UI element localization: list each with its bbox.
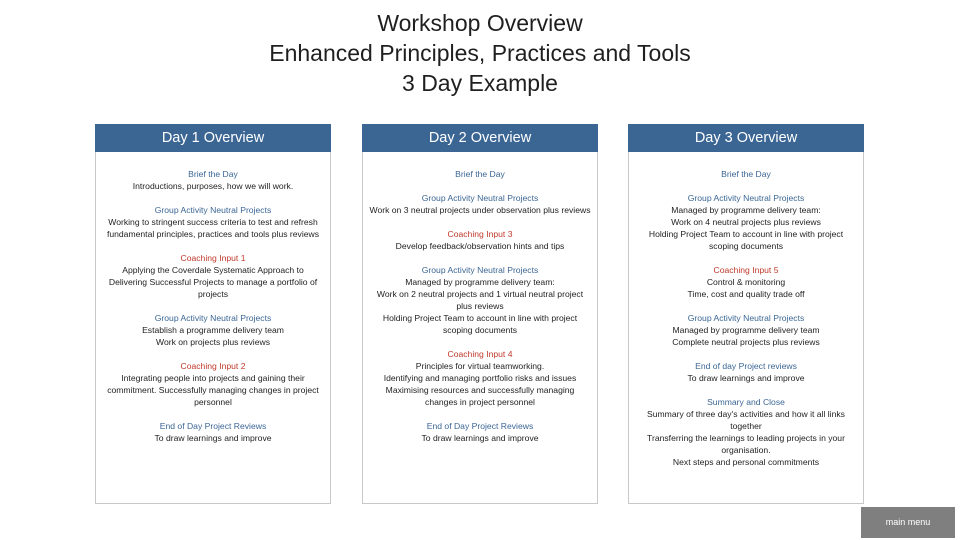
agenda-section	[635, 312, 857, 348]
section-title: End of Day Project Reviews	[159, 421, 267, 431]
section-text: Applying the Coverdale Systematic Approach to Delivering Successful Projects to manage a portfolio of projects	[108, 265, 318, 299]
agenda-section	[102, 204, 324, 240]
section-text: Principles for virtual teamworking.	[415, 361, 545, 371]
agenda-section	[635, 360, 857, 384]
agenda-section	[102, 420, 324, 444]
page-title	[0, 8, 960, 98]
section-title: Coaching Input 4	[447, 349, 513, 359]
day-1-column	[95, 124, 331, 504]
agenda-section	[369, 168, 591, 180]
section-text: Establish a programme delivery team	[142, 325, 284, 335]
section-text: Managed by programme delivery team:	[405, 277, 555, 287]
section-title: Coaching Input 1	[180, 253, 246, 263]
section-text: To draw learnings and improve	[421, 433, 539, 443]
section-text: Time, cost and quality trade off	[687, 289, 805, 299]
agenda-section	[369, 192, 591, 216]
title-line-1: Workshop Overview	[377, 10, 583, 36]
section-text: Control & monitoring	[706, 277, 786, 287]
section-title: Group Activity Neutral Projects	[154, 205, 272, 215]
section-text: Maximising resources and successfully managing changes in project personnel	[385, 385, 575, 407]
main-menu-button[interactable]: main menu	[861, 507, 955, 538]
section-text: Transferring the learnings to leading projects in your organisation.	[647, 433, 845, 455]
agenda-section	[635, 192, 857, 252]
section-title: Group Activity Neutral Projects	[687, 313, 805, 323]
agenda-section	[102, 252, 324, 300]
section-text: Managed by programme delivery team:	[671, 205, 821, 215]
section-title: Coaching Input 2	[180, 361, 246, 371]
section-title: Coaching Input 3	[447, 229, 513, 239]
section-text: Integrating people into projects and gaining their commitment. Successfully managing changes in project personnel	[107, 373, 319, 407]
day-1-header: Day 1 Overview	[95, 124, 331, 152]
agenda-section	[369, 420, 591, 444]
agenda-section	[102, 168, 324, 192]
section-text: Develop feedback/observation hints and tips	[395, 241, 565, 251]
section-title: Group Activity Neutral Projects	[421, 193, 539, 203]
agenda-section	[369, 228, 591, 252]
day-3-header: Day 3 Overview	[628, 124, 864, 152]
section-text: To draw learnings and improve	[687, 373, 805, 383]
section-text: Work on 4 neutral projects plus reviews	[671, 217, 821, 227]
section-title: End of Day Project Reviews	[426, 421, 534, 431]
section-title: Group Activity Neutral Projects	[421, 265, 539, 275]
section-title: Brief the Day	[188, 169, 238, 179]
section-title: Group Activity Neutral Projects	[154, 313, 272, 323]
section-text: Working to stringent success criteria to test and refresh fundamental principles, practices and tools plus reviews	[106, 217, 320, 239]
section-text: Work on projects plus reviews	[156, 337, 270, 347]
section-text: Holding Project Team to account in line with project scoping documents	[382, 313, 578, 335]
section-text: Identifying and managing portfolio risks and issues	[383, 373, 577, 383]
title-line-2: Enhanced Principles, Practices and Tools	[269, 40, 691, 66]
day-3-body	[629, 152, 863, 468]
agenda-section	[635, 168, 857, 180]
section-title: Summary and Close	[707, 397, 785, 407]
section-text: Next steps and personal commitments	[672, 457, 820, 467]
section-text: Work on 3 neutral projects under observation plus reviews	[369, 205, 591, 215]
agenda-section	[102, 312, 324, 348]
agenda-section	[635, 264, 857, 300]
day-3-column	[628, 124, 864, 504]
day-1-body	[96, 152, 330, 444]
section-text: Complete neutral projects plus reviews	[672, 337, 820, 347]
section-text: Introductions, purposes, how we will work.	[132, 181, 294, 191]
agenda-section	[369, 264, 591, 336]
section-text: Summary of three day's activities and how it all links together	[647, 409, 845, 431]
section-title: Group Activity Neutral Projects	[687, 193, 805, 203]
section-title: Brief the Day	[455, 169, 505, 179]
day-2-body	[363, 152, 597, 444]
section-title: Brief the Day	[721, 169, 771, 179]
section-title: End of day Project reviews	[695, 361, 797, 371]
section-text: To draw learnings and improve	[154, 433, 272, 443]
section-text: Holding Project Team to account in line with project scoping documents	[648, 229, 844, 251]
section-text: Managed by programme delivery team	[672, 325, 820, 335]
agenda-section	[102, 360, 324, 408]
day-2-header: Day 2 Overview	[362, 124, 598, 152]
day-2-column	[362, 124, 598, 504]
agenda-section	[369, 348, 591, 408]
agenda-section	[635, 396, 857, 468]
section-text: Work on 2 neutral projects and 1 virtual neutral project plus reviews	[376, 289, 584, 311]
section-title: Coaching Input 5	[713, 265, 779, 275]
title-line-3: 3 Day Example	[402, 70, 558, 96]
